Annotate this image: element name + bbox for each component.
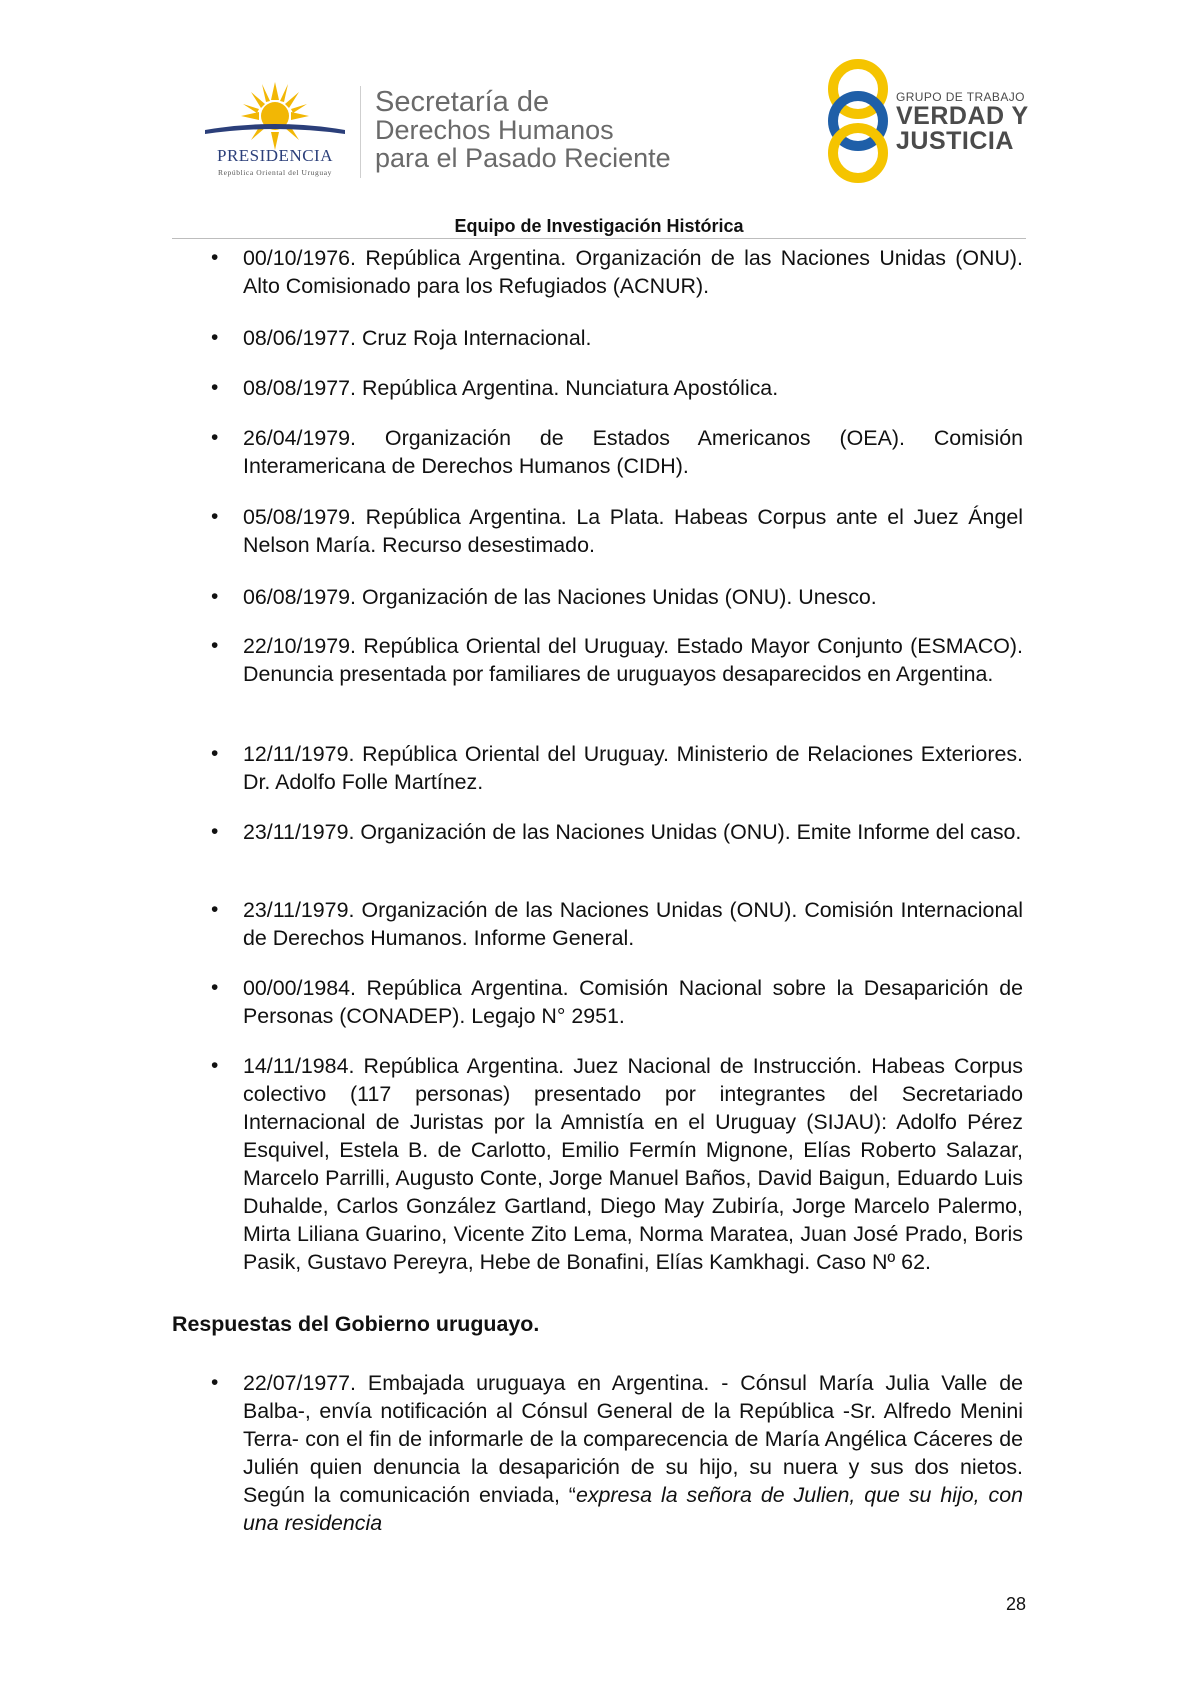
- response-quote: expresa la señora de Julien, que su hijo, con una residencia: [243, 1483, 1023, 1535]
- page-number: 28: [1005, 1594, 1026, 1614]
- rings-icon: [822, 56, 894, 186]
- list-item: • 08/08/1977. República Argentina. Nunciatura Apostólica.: [243, 374, 1023, 402]
- secretaria-line-3: para el Pasado Reciente: [375, 143, 671, 173]
- response-text: 22/07/1977. Embajada uruguaya en Argentina. - Cónsul María Julia Valle de Balba-, envía notificación al Cónsul General de la República -Sr. Alfredo Menini Terra- con el fin de informarle de la comparecencia de María Angélica Cáceres de Julién quien denuncia la desaparición de su hijo, su nuera y sus dos nietos. Según la comunicación enviada, “: [243, 1371, 1023, 1507]
- secretaria-logo: [375, 88, 671, 172]
- verdad-justicia-logo: [822, 56, 1032, 186]
- list-item: • 00/10/1976. República Argentina. Organización de las Naciones Unidas (ONU). Alto Comisionado para los Refugiados (ACNUR).: [243, 244, 1023, 300]
- gtvj-line-3: JUSTICIA: [896, 127, 1014, 155]
- secretaria-line-1: Secretaría de: [375, 86, 550, 118]
- list-item: • 23/11/1979. Organización de las Naciones Unidas (ONU). Emite Informe del caso.: [243, 818, 1023, 846]
- list-item: • 06/08/1979. Organización de las Naciones Unidas (ONU). Unesco.: [243, 583, 1023, 611]
- list-item: • 22/10/1979. República Oriental del Uruguay. Estado Mayor Conjunto (ESMACO). Denuncia presentada por familiares de uruguayos desaparecidos en Argentina.: [243, 632, 1023, 688]
- gtvj-line-2: VERDAD Y: [896, 102, 1029, 130]
- list-item: • 05/08/1979. República Argentina. La Plata. Habeas Corpus ante el Juez Ángel Nelson María. Recurso desestimado.: [243, 503, 1023, 559]
- presidencia-sublabel: República Oriental del Uruguay: [217, 168, 332, 177]
- list-item: • 14/11/1984. República Argentina. Juez Nacional de Instrucción. Habeas Corpus colectivo (117 personas) presentado por integrantes del Secretariado Internacional de Juristas por la Amnistía en el Uruguay (SIJAU): Adolfo Pérez Esquivel, Estela B. de Carlotto, Emilio Fermín Mignone, Elías Roberto Salazar, Marcelo Parrilli, Augusto Conte, Jorge Manuel Baños, David Baigun, Eduardo Luis Duhalde, Carlos González Gartland, Diego May Zubiría, Jorge Marcelo Palermo, Mirta Liliana Guarino, Vicente Zito Lema, Norma Maratea, Juan José Prado, Boris Pasik, Gustavo Pereyra, Hebe de Bonafini, Elías Kamkhagi. Caso Nº 62.: [243, 1052, 1023, 1276]
- sun-icon: [195, 80, 355, 150]
- list-item: • 12/11/1979. República Oriental del Uruguay. Ministerio de Relaciones Exteriores. Dr. Adolfo Folle Martínez.: [243, 740, 1023, 796]
- page-header: [0, 0, 1190, 240]
- header-rule: [172, 238, 1026, 239]
- section-heading: Respuestas del Gobierno uruguayo.: [172, 1312, 540, 1336]
- list-item: • 00/00/1984. República Argentina. Comisión Nacional sobre la Desaparición de Personas (CONADEP). Legajo N° 2951.: [243, 974, 1023, 1030]
- presidencia-label: PRESIDENCIA: [216, 146, 333, 165]
- list-item: • 08/06/1977. Cruz Roja Internacional.: [243, 324, 1023, 352]
- logo-divider: [360, 86, 361, 178]
- presidencia-logo: [195, 80, 355, 180]
- team-title: Equipo de Investigación Histórica: [454, 216, 744, 236]
- secretaria-line-2: Derechos Humanos: [375, 115, 614, 145]
- response-item: [243, 1369, 1023, 1537]
- gtvj-line-1: GRUPO DE TRABAJO: [896, 90, 1025, 104]
- list-item: • 23/11/1979. Organización de las Naciones Unidas (ONU). Comisión Internacional de Derechos Humanos. Informe General.: [243, 896, 1023, 952]
- list-item: • 26/04/1979. Organización de Estados Americanos (OEA). Comisión Interamericana de Derechos Humanos (CIDH).: [243, 424, 1023, 480]
